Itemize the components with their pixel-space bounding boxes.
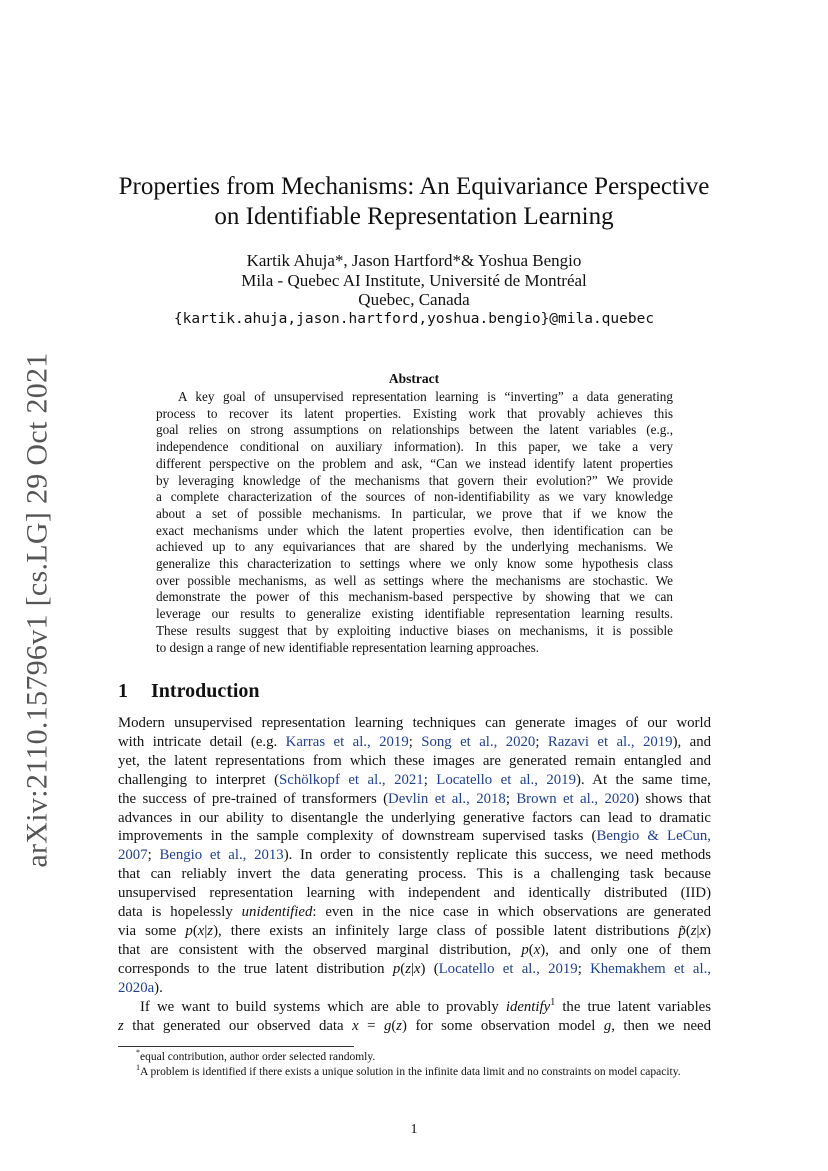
author-location: Quebec, Canada — [358, 290, 470, 309]
abstract-line: different perspective on the problem and ask, “Can we instead identify latent properties — [156, 455, 673, 471]
author-email: {kartik.ahuja,jason.hartford,yoshua.bengio}@mila.quebec — [173, 310, 655, 327]
title-line-2: on Identifiable Representation Learning — [214, 203, 614, 230]
page-number: 1 — [410, 1122, 418, 1137]
abstract-line: These results suggest that by exploiting inductive biases on mechanisms, it is possible — [156, 622, 673, 638]
body-line: challenging to interpret (Schölkopf et al., 2021; Locatello et al., 2019). At the same time, — [118, 771, 712, 788]
citation-link[interactable]: Razavi et al., 2019 — [547, 733, 673, 750]
body-line: advances in our ability to disentangle the underlying generative factors can lead to dramatic — [118, 809, 711, 826]
citation-link[interactable]: Bengio & LeCun, — [596, 828, 711, 845]
abstract-line: generalize this characterization to settings where we only know some hypothesis class — [156, 556, 673, 572]
arxiv-identifier: arXiv:2110.15796v1 [cs.LG] 29 Oct 2021 — [21, 352, 54, 868]
abstract-line: process to recover its latent properties. Existing work that provably achieves this — [156, 405, 673, 421]
body-line: that are consistent with the observed marginal distribution, p(x), and only one of them — [118, 941, 711, 958]
body-line: yet, the latent representations from which these images are generated remain entangled and — [118, 752, 711, 769]
footnotes — [118, 1050, 711, 1080]
author-names: Kartik Ahuja*, Jason Hartford*& Yoshua Bengio — [246, 251, 582, 270]
arxiv-sidebar-stamp — [16, 352, 60, 868]
section-heading — [118, 680, 260, 703]
paper-title — [100, 172, 728, 232]
introduction-body — [118, 714, 711, 1035]
footnote-star: *equal contribution, author order selected randomly. — [136, 1048, 376, 1063]
body-line: unsupervised representation learning with independent and identically distributed (IID) — [118, 885, 711, 902]
body-line: 2007; Bengio et al., 2013). In order to consistently replicate this success, we need methods — [118, 847, 712, 864]
body-line: with intricate detail (e.g. Karras et al., 2019; Song et al., 2020; Razavi et al., 2019), and — [118, 733, 712, 750]
abstract-line: demonstrate the power of this mechanism-based perspective by showing that we can — [156, 589, 673, 605]
footnote-one: $^1$A problem is identified if there exists a unique solution in the infinite data limit and no constraints on model capacity. — [136, 1063, 681, 1078]
abstract-line: a complete characterization of the sources of non-identifiability as we vary knowledge — [156, 489, 673, 505]
citation-link[interactable]: Devlin et al., 2018 — [388, 790, 506, 807]
abstract-line: over possible mechanisms, as well as settings where the mechanisms are stochastic. We — [156, 572, 673, 588]
abstract-body — [156, 389, 673, 656]
body-line: data is hopelessly unidentified: even in the nice case in which observations are generated — [118, 904, 711, 921]
body-line: 2020a). — [118, 979, 163, 996]
author-affiliation: Mila - Quebec AI Institute, Université de Montréal — [241, 270, 587, 290]
citation-link[interactable]: Bengio et al., 2013 — [159, 847, 284, 864]
body-line: Modern unsupervised representation learning techniques can generate images of our world — [118, 715, 711, 731]
citation-link[interactable]: Song et al., 2020 — [421, 733, 536, 750]
abstract-heading: Abstract — [388, 371, 440, 386]
footnote-divider — [118, 1046, 354, 1047]
body-line: z that generated our observed data x = g(z) for some observation model g, then we need — [118, 1017, 712, 1034]
abstract-line: leverage our results to generalize existing identifiable representation learning results. — [156, 606, 673, 622]
abstract-line: about a set of possible mechanisms. In particular, we prove that if we know the — [156, 505, 673, 521]
body-line: via some p(x|z), there exists an infinitely large class of possible latent distributions p̃(z|x) — [118, 922, 711, 939]
body-line: If we want to build systems which are able to provably identify$^1$ the true latent variables — [140, 996, 712, 1015]
citation-link[interactable]: 2020a — [118, 979, 155, 996]
abstract-line: by leveraging knowledge of the mechanisms that govern their evolution?” We provide — [156, 472, 673, 488]
author-block — [100, 251, 728, 329]
abstract-line: exact mechanisms under which the latent properties evolve, then identification can be — [156, 522, 673, 538]
citation-link[interactable]: Schölkopf et al., 2021 — [279, 771, 424, 788]
abstract-line: goal relies on strong assumptions on relationships between the latent variables (e.g., — [156, 422, 673, 438]
abstract-line: independence conditional on auxiliary information). In this paper, we take a very — [156, 439, 673, 455]
title-line-1: Properties from Mechanisms: An Equivariance Perspective — [118, 173, 710, 200]
body-line: improvements in the sample complexity of downstream supervised tasks (Bengio & LeCun, — [118, 828, 711, 845]
citation-link[interactable]: 2007 — [118, 847, 148, 864]
section-number: 1 — [118, 680, 128, 702]
abstract-line: to design a range of new identifiable representation learning approaches. — [156, 639, 540, 655]
citation-link[interactable]: Khemakhem et al., — [590, 960, 711, 977]
abstract-line: achieved up to any equivariances that are shared by the underlying mechanisms. We — [156, 539, 673, 555]
citation-link[interactable]: Locatello et al., 2019 — [438, 960, 578, 977]
citation-link[interactable]: Brown et al., 2020 — [516, 790, 635, 807]
citation-link[interactable]: Locatello et al., 2019 — [436, 771, 576, 788]
body-line: the success of pre-trained of transformers (Devlin et al., 2018; Brown et al., 2020) shows that — [118, 790, 711, 807]
section-title: Introduction — [151, 680, 260, 702]
abstract-line: A key goal of unsupervised representation learning is “inverting” a data generating — [178, 389, 673, 404]
body-line: corresponds to the true latent distribution p(z|x) (Locatello et al., 2019; Khemakhem et al., — [118, 960, 711, 977]
citation-link[interactable]: Karras et al., 2019 — [285, 733, 409, 750]
body-line: that can reliably invert the data generating process. This is a challenging task because — [118, 866, 711, 883]
